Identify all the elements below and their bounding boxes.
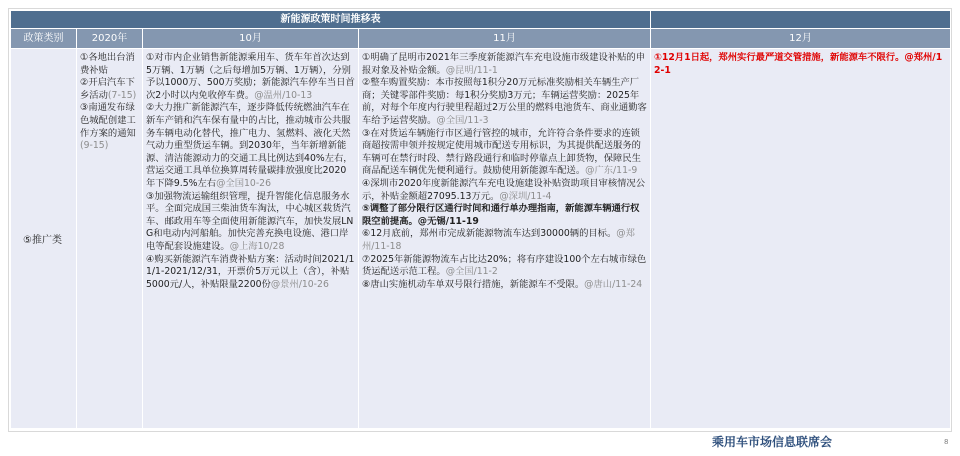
- policy-item-source: @郑州/11-18: [362, 228, 635, 252]
- cell-october: [143, 49, 359, 429]
- policy-item: [146, 102, 355, 190]
- category-cell: ⑤推广类: [11, 49, 77, 429]
- policy-item-source: @昆明/11-1: [445, 64, 498, 76]
- policy-item-text: ④购买新能源汽车消费补贴方案：活动时间2021/11/1-2021/12/31，开票价5万元以上（含），补贴5000元/人，补贴限量2200份: [146, 253, 355, 290]
- policy-item: [362, 77, 647, 127]
- header-november: 11月: [359, 29, 651, 49]
- policy-item: [146, 254, 355, 292]
- policy-item-source: @全国/11-2: [445, 266, 498, 278]
- policy-item: [362, 178, 647, 203]
- policy-item-source: @上海10/28: [229, 240, 285, 252]
- policy-item-source: @温州/10-13: [254, 89, 313, 101]
- policy-item-text: ⑦2025年新能源物流车占比达20%；将有序建设100个左右城市绿色货运配送示范工程。: [362, 253, 647, 278]
- policy-item-source: @广东/11-9: [585, 165, 638, 177]
- policy-item: [362, 228, 647, 253]
- cell-november: [359, 49, 651, 429]
- policy-item-text: ①12月1日起，郑州实行最严道交管措施，新能源车不限行。@郑州/12-1: [654, 52, 943, 76]
- policy-item-text: ⑧唐山实施机动车单双号限行措施，新能源车不受限。: [362, 278, 585, 290]
- cell-2020: [77, 49, 143, 429]
- policy-item-text: ①各地出台消费补贴: [80, 52, 135, 76]
- policy-item-source: @全国10-26: [216, 177, 272, 189]
- policy-item-source: @景州/10-26: [270, 278, 329, 290]
- header-2020: 2020年: [77, 29, 143, 49]
- policy-item-source: @全国/11-3: [436, 114, 489, 126]
- policy-item-text: ⑥12月底前，郑州市完成新能源物流车达到30000辆的目标。: [362, 228, 617, 240]
- cell-november-content: [359, 49, 650, 293]
- policy-item-text: ④深圳市2020年度新能源汽车充电设施建设补贴资助项目审核情况公示，补贴金额超27095.13万元。: [362, 177, 646, 202]
- policy-item-source: @唐山/11-24: [584, 278, 643, 290]
- policy-item: [362, 254, 647, 279]
- policy-item-source: (7-15): [107, 89, 137, 101]
- header-december: 12月: [651, 29, 951, 49]
- policy-item-text: ⑤调整了部分限行区通行时间和通行单办理指南，新能源车辆通行权限空前提高。@无锡/11-19: [362, 203, 640, 227]
- policy-item-source: (9-15): [80, 140, 109, 152]
- policy-item-text: ①对市内企业销售新能源乘用车、货车年首次达到5万辆、1万辆（之后每增加5万辆、1万辆），分别予以1000万、500万奖励；新能源汽车停车当日首次2小时以内免收停车费。: [146, 52, 355, 101]
- header-category: 政策类别: [11, 29, 77, 49]
- policy-item: [362, 52, 647, 77]
- policy-item: [80, 77, 139, 102]
- policy-item-text: ③在对货运车辆施行市区通行管控的城市，允许符合条件要求的连锁商超按需申领并按规定使用城市配送专用标识，为其提供配送服务的车辆可在禁行时段、禁行路段通行和临时停靠点上卸货物，保障民生商品配送车辆优先便利通行。鼓励使用新能源车配送。: [362, 127, 641, 177]
- table-title-blank: [651, 11, 951, 29]
- policy-item-text: ②开启汽车下乡活动: [80, 77, 135, 101]
- cell-december-content: [651, 49, 950, 79]
- cell-october-content: [143, 49, 358, 293]
- policy-item: [362, 128, 647, 178]
- policy-item: [362, 203, 647, 228]
- policy-item-text: ②大力推广新能源汽车，逐步降低传统燃油汽车在新车产销和汽车保有量中的占比，推动城市公共服务车辆电动化替代，推广电力、氢燃料、液化天然气动力重型货运车辆。到2030年，当年新增新能源、清洁能源动力的交通工具比例达到40%左右，营运交通工具单位换算周转量碳排放强度比2020年下降9.5%左右: [146, 102, 353, 189]
- table-title: 新能源政策时间推移表: [11, 11, 651, 29]
- policy-item-source: @深圳/11-4: [499, 190, 552, 202]
- policy-item-text: ②整车购置奖励：本市按照每1积分20万元标准奖励相关车辆生产厂商；关键零部件奖励：每1积分奖励3万元；车辆运营奖励：2025年前，对每个年度内行驶里程超过2万公里的燃料电池货车、商业通勤客车给予运营奖励。: [362, 77, 647, 126]
- cell-2020-content: [77, 49, 142, 155]
- policy-item: [654, 52, 947, 77]
- policy-item-text: ③南通发布绿色城配创建工作方案的通知: [80, 102, 136, 139]
- policy-item: [146, 191, 355, 254]
- page-number: 8: [944, 438, 949, 446]
- policy-item: [362, 279, 647, 292]
- footer-title: 乘用车市场信息联席会: [712, 435, 833, 449]
- header-october: 10月: [143, 29, 359, 49]
- policy-item-text: ③加强物流运输组织管理，提升智能化信息服务水平。全面完成国三柴油货车淘汰，中心城区载货汽车、邮政用车等全面使用新能源汽车，加快发展LNG和电动内河船舶。加快完善充换电设施、港口岸电等配套设施建设。: [146, 190, 354, 252]
- policy-table: [10, 10, 951, 429]
- policy-item: [80, 52, 139, 77]
- cell-december: [651, 49, 951, 429]
- policy-item: [146, 52, 355, 102]
- policy-item: [80, 102, 139, 152]
- policy-item-text: ①明确了昆明市2021年三季度新能源汽车充电设施市级建设补贴的申报对象及补贴金额。: [362, 52, 646, 76]
